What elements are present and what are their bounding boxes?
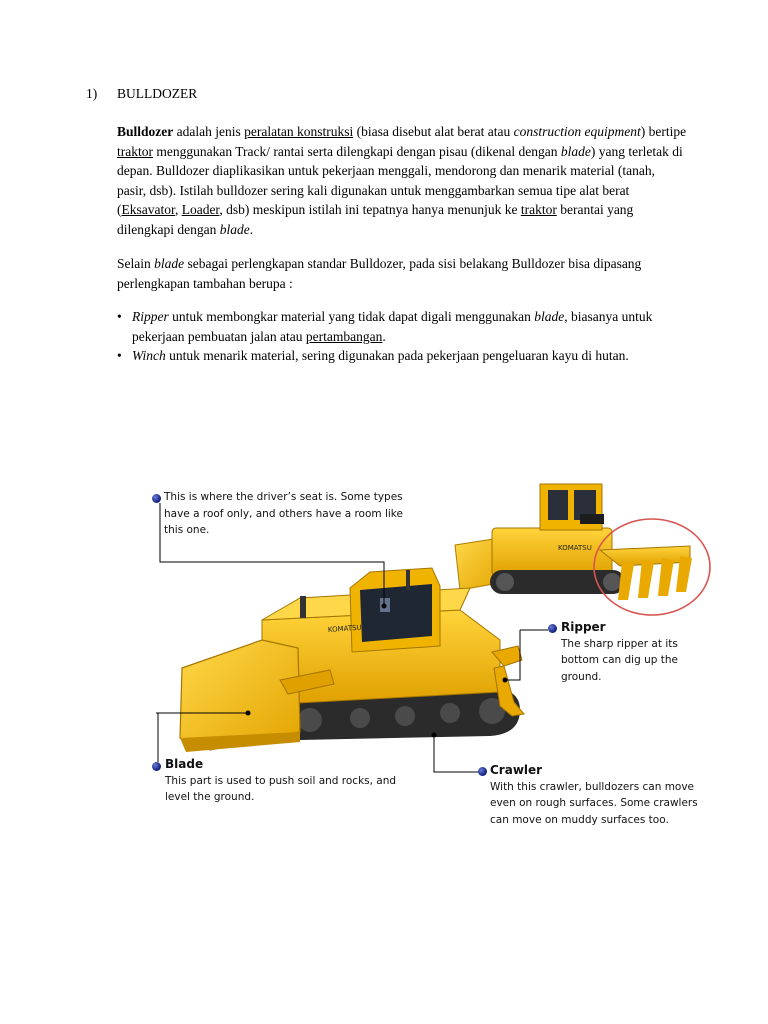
- brand-label: KOMATSU: [558, 544, 592, 552]
- list-item-winch: [117, 346, 697, 366]
- link-peralatan-konstruksi[interactable]: peralatan konstruksi: [244, 124, 354, 139]
- ripper-caption: The sharp ripper at its bottom can dig up the ground.: [561, 637, 678, 683]
- text-run: ) yang terletak di depan. Bulldozer diaplikasikan untuk pekerjaan menggali, mendorong dan menarik material (tanah, pasir, dsb). Istilah bulldozer sering kali digunakan untuk menggambarkan semua tipe alat berat (: [117, 143, 683, 217]
- text-run: untuk membongkar material yang tidak dapat digali menggunakan: [168, 309, 535, 324]
- paragraph-attachments: [117, 254, 687, 293]
- section-number: 1): [86, 86, 98, 101]
- rear-bulldozer-image: [455, 484, 692, 600]
- text-run: adalah jenis: [173, 124, 245, 139]
- bullet-dot-icon: [478, 767, 487, 776]
- bullet-dot-icon: [152, 762, 161, 771]
- seat-caption: This is where the driver’s seat is. Some types have a roof only, and others have a room like this one.: [164, 491, 403, 536]
- link-traktor-2[interactable]: traktor: [520, 202, 557, 217]
- italic-blade: blade: [534, 309, 565, 324]
- link-loader[interactable]: Loader: [181, 202, 220, 217]
- text-run: sebagai perlengkapan standar Bulldozer, pada sisi belakang Bulldozer bisa dipasang perlengkapan tambahan berupa :: [117, 256, 642, 291]
- text-run: , biasanya untuk pekerjaan pembuatan jalan atau: [132, 309, 653, 344]
- text-run: (biasa disebut alat berat atau: [353, 124, 514, 139]
- crawler-caption: With this crawler, bulldozers can move even on rough surfaces. Some crawlers can move on muddy surfaces too.: [490, 780, 698, 826]
- ripper-callout: [561, 619, 711, 685]
- front-bulldozer-image: [180, 568, 524, 752]
- bulldozer-illustration: [0, 470, 768, 860]
- blade-callout: [165, 756, 410, 806]
- link-traktor[interactable]: traktor: [117, 143, 153, 159]
- term-bulldozer: Bulldozer: [117, 124, 174, 139]
- text-run: ,: [174, 202, 182, 217]
- crawler-title: Crawler: [490, 763, 543, 777]
- section-heading: [86, 86, 197, 102]
- text-run: menggunakan Track/ rantai serta dilengkapi dengan pisau (dikenal dengan: [153, 143, 561, 159]
- text-run: ) bertipe: [640, 124, 687, 139]
- text-run: Selain: [117, 256, 155, 271]
- text-run: , dsb) meskipun istilah ini tepatnya hanya menunjuk ke: [219, 202, 521, 217]
- italic-winch: Winch: [132, 348, 166, 363]
- italic-blade: blade: [154, 256, 185, 271]
- italic-blade: blade: [560, 143, 591, 159]
- ripper-title: Ripper: [561, 620, 606, 634]
- italic-ripper: Ripper: [132, 309, 169, 324]
- blade-caption: This part is used to push soil and rocks, and level the ground.: [165, 774, 397, 803]
- link-pertambangan[interactable]: pertambangan: [305, 328, 383, 344]
- attachment-list: [117, 307, 697, 366]
- text-run: .: [249, 221, 254, 237]
- brand-label-2: KOMATSU: [327, 623, 362, 634]
- crawler-callout: [490, 762, 710, 828]
- section-title: BULLDOZER: [117, 86, 198, 101]
- text-run: .: [382, 328, 386, 344]
- italic-construction-equipment: construction equipment: [513, 124, 641, 139]
- paragraph-definition: [117, 122, 687, 239]
- text-run: berantai yang dilengkapi dengan: [117, 202, 634, 237]
- list-item-ripper: [117, 307, 697, 346]
- blade-title: Blade: [165, 757, 204, 771]
- bullet-dot-icon: [152, 494, 161, 503]
- bullet-dot-icon: [548, 624, 557, 633]
- text-run: untuk menarik material, sering digunakan pada pekerjaan pengeluaran kayu di hutan.: [165, 348, 629, 363]
- italic-blade-2: blade: [219, 221, 250, 237]
- link-eksavator[interactable]: Eksavator: [121, 202, 175, 217]
